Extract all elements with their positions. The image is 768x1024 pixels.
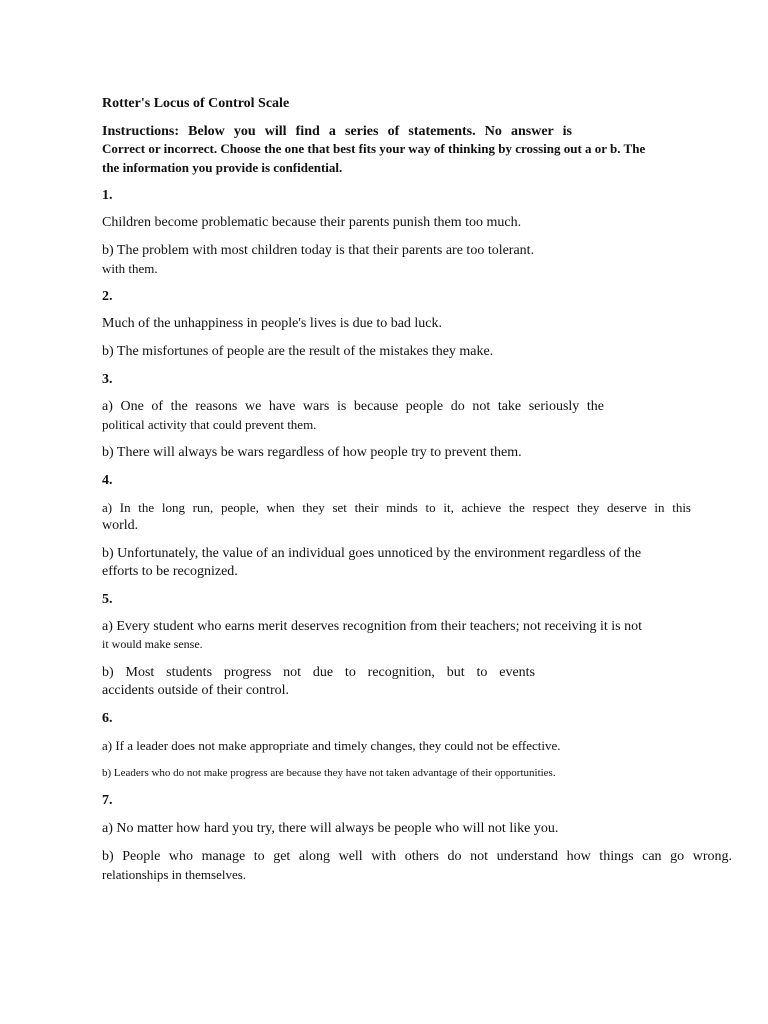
item-option-a: a) One of the reasons we have wars is because people do not take seriously the: [102, 399, 604, 414]
item-option-b: b) Unfortunately, the value of an individual goes unnoticed by the environment regardless of the: [102, 546, 642, 561]
item-option-a: a) Every student who earns merit deserves recognition from their teachers; not receiving it is not: [102, 619, 642, 634]
item-number: 7.: [102, 793, 113, 808]
item-option-a: Children become problematic because their parents punish them too much.: [102, 215, 522, 230]
item-option-b: b) Most students progress not due to recognition, but to events: [102, 665, 535, 680]
item-option-a: a) In the long run, people, when they set their minds to it, achieve the respect they deserve in this: [102, 500, 691, 515]
item-option-b-continued: efforts to be recognized.: [102, 564, 238, 579]
instructions-line-2: Correct or incorrect. Choose the one that best fits your way of thinking by crossing out a or b. The: [102, 141, 646, 156]
item-number: 6.: [102, 711, 113, 726]
instructions-line-1: Instructions: Below you will find a series of statements. No answer is: [102, 124, 572, 139]
item-option-b-continued: with them.: [102, 261, 158, 276]
item-number: 5.: [102, 592, 113, 607]
item-option-b: b) The misfortunes of people are the result of the mistakes they make.: [102, 344, 494, 359]
item-option-a-continued: world.: [102, 518, 139, 533]
item-option-b: b) People who manage to get along well with others do not understand how things can go wrong.: [102, 849, 732, 864]
item-option-b-continued: relationships in themselves.: [102, 867, 247, 882]
item-option-b-continued: accidents outside of their control.: [102, 683, 289, 698]
item-option-a: a) No matter how hard you try, there will always be people who will not like you.: [102, 821, 559, 836]
item-option-b: b) The problem with most children today is that their parents are too tolerant.: [102, 243, 535, 258]
item-option-a-continued: political activity that could prevent them.: [102, 417, 317, 432]
item-number: 1.: [102, 188, 113, 203]
item-option-a: a) If a leader does not make appropriate and timely changes, they could not be effective.: [102, 738, 561, 753]
item-number: 4.: [102, 473, 113, 488]
instructions-line-3: the information you provide is confidential.: [102, 160, 343, 175]
item-number: 2.: [102, 289, 113, 304]
item-option-b: b) Leaders who do not make progress are because they have not taken advantage of their opportunities.: [102, 767, 556, 779]
item-option-b: b) There will always be wars regardless of how people try to prevent them.: [102, 445, 522, 460]
item-number: 3.: [102, 372, 113, 387]
document-title: Rotter's Locus of Control Scale: [102, 96, 290, 111]
item-option-a: Much of the unhappiness in people's lives is due to bad luck.: [102, 316, 443, 331]
item-option-a-continued: it would make sense.: [102, 637, 203, 651]
